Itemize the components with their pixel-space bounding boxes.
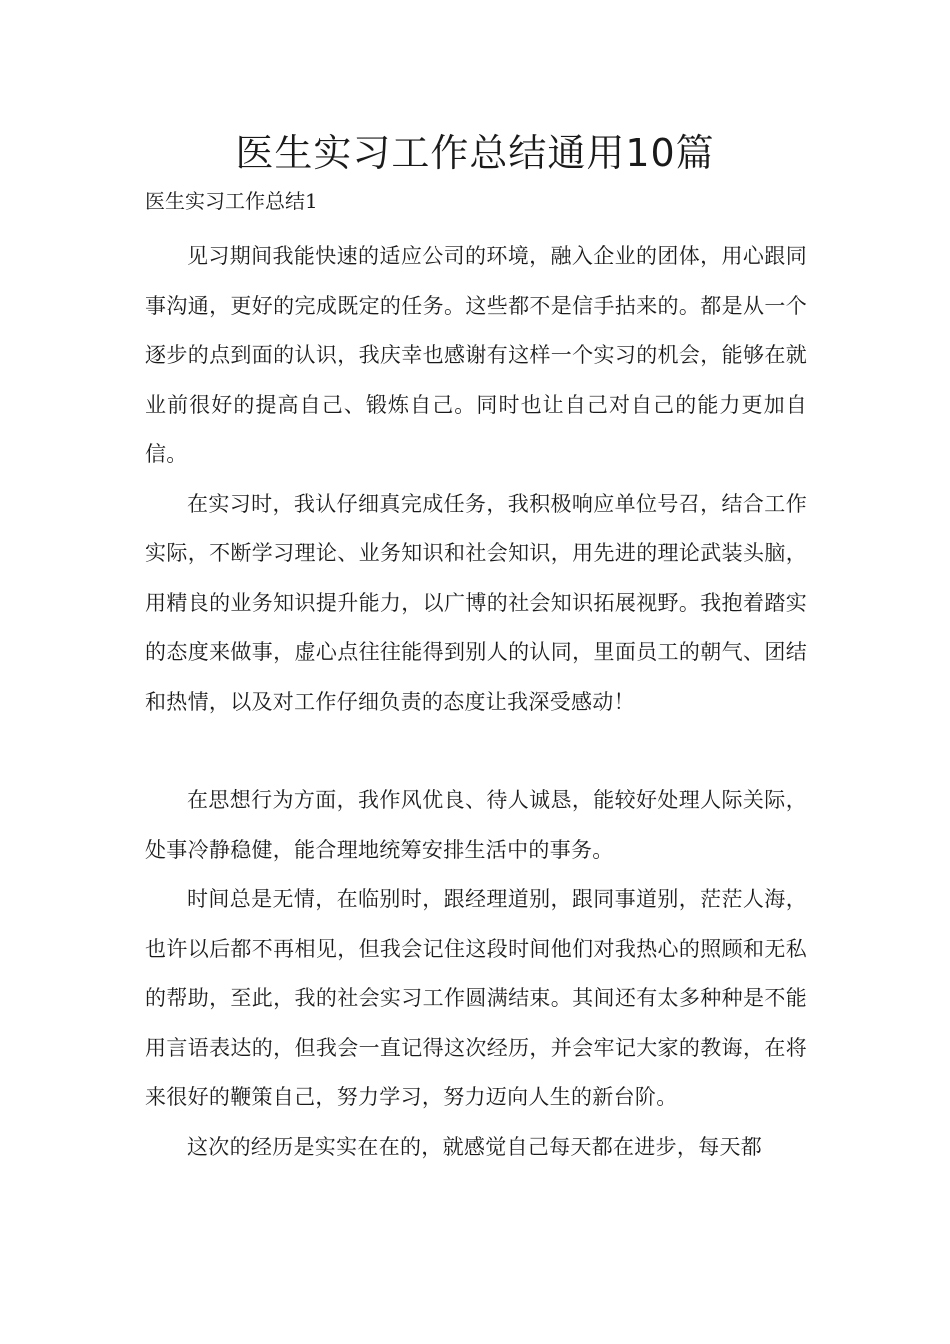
section-heading: 医生实习工作总结1: [145, 189, 318, 213]
document-title: 医生实习工作总结通用10篇: [235, 131, 715, 175]
paragraph: 这次的经历是实实在在的，就感觉自己每天都在进步，每天都: [187, 1134, 763, 1159]
paragraph-spacer: [145, 727, 807, 776]
paragraph: 在实习时，我认仔细真完成任务，我积极响应单位号召，结合工作实际，不断学习理论、业务知识和社会知识，用先进的理论武装头脑，用精良的业务知识提升能力，以广博的社会知识拓展视野。我抱着踏实的态度来做事，虚心点往往能得到别人的认同，里面员工的朝气、团结和热情，以及对工作仔细负责的态度让我深受感动！: [145, 491, 807, 714]
paragraph: 时间总是无情，在临别时，跟经理道别，跟同事道别，茫茫人海，也许以后都不再相见，但我会记住这段时间他们对我热心的照顾和无私的帮助，至此，我的社会实习工作圆满结束。其间还有太多种种是不能用言语表达的，但我会一直记得这次经历，并会牢记大家的教诲，在将来很好的鞭策自己，努力学习，努力迈向人生的新台阶。: [145, 887, 807, 1109]
paragraph: 在思想行为方面，我作风优良、待人诚恳，能较好处理人际关际，处事冷静稳健，能合理地统筹安排生活中的事务。: [145, 788, 807, 862]
document-body: [145, 232, 807, 1172]
paragraph: 见习期间我能快速的适应公司的环境，融入企业的团体，用心跟同事沟通，更好的完成既定的任务。这些都不是信手拈来的。都是从一个逐步的点到面的认识，我庆幸也感谢有这样一个实习的机会，能够在就业前很好的提高自己、锻炼自己。同时也让自己对自己的能力更加自信。: [145, 244, 807, 466]
